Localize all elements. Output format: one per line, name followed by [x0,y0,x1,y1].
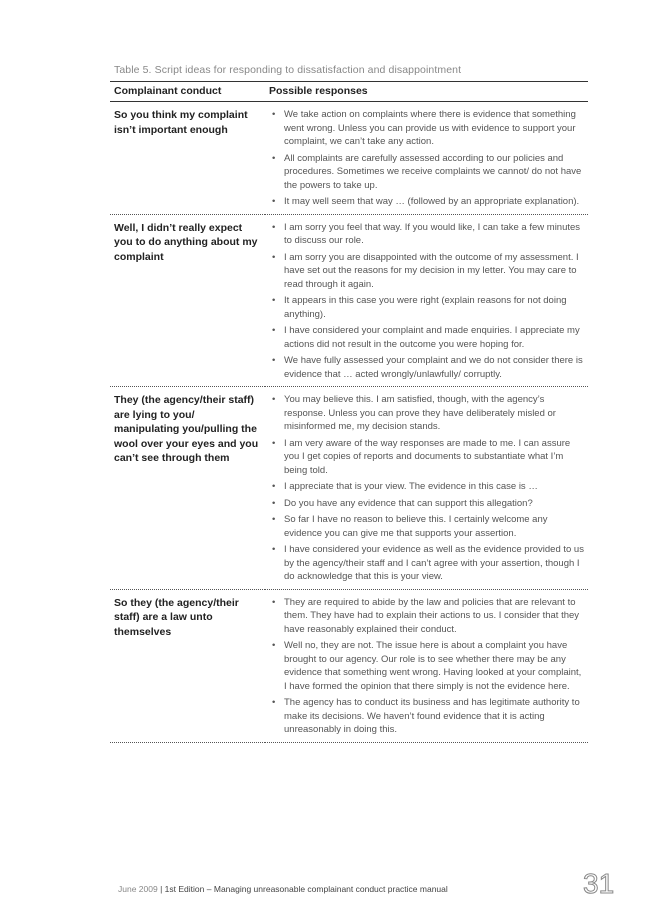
response-item [269,497,584,511]
response-item [269,596,584,637]
response-list [269,393,584,584]
bullet-icon: • [272,109,276,120]
response-item [269,513,584,540]
footer-title: Managing unreasonable complainant conduct practice manual [213,884,448,894]
bullet-icon: • [272,640,276,651]
response-text: I am very aware of the way responses are made to me. I can assure you I get copies of reports and documents to substantiate what I’m being told. [284,437,571,476]
bullet-icon: • [272,481,276,492]
script-table [110,81,588,743]
bullet-icon: • [272,497,276,509]
table-row [110,214,588,387]
response-item [269,108,584,149]
response-item [269,251,584,292]
response-item [269,324,584,351]
response-text: I have considered your complaint and made enquiries. I appreciate my actions did not result in the outcome you were hoping for. [284,325,580,350]
complainant-conduct-cell: They (the agency/their staff) are lying to you/ manipulating you/pulling the wool over your eyes and you can’t see through them [110,387,265,590]
response-item [269,696,584,737]
response-text: I am sorry you are disappointed with the outcome of my assessment. I have set out the reasons for my decision in my letter. You may care to read through it again. [284,251,579,290]
possible-responses-cell [265,102,588,215]
response-item [269,152,584,193]
response-list [269,221,584,382]
response-text: You may believe this. I am satisfied, though, with the agency’s response. Unless you can prove they have deliberately misled or misinformed me, my decision stands. [284,394,556,432]
bullet-icon: • [272,596,276,608]
table-caption-text: Script ideas for responding to dissatisfaction and disappointment [154,64,462,76]
bullet-icon: • [272,514,276,525]
footer-date: June 2009 [118,884,158,894]
bullet-icon: • [272,221,276,233]
page-footer [118,884,448,894]
bullet-icon: • [272,697,276,708]
response-text: I appreciate that is your view. The evidence in this case is … [284,481,538,492]
response-item [269,195,584,209]
bullet-icon: • [272,152,276,164]
response-item [269,294,584,321]
bullet-icon: • [272,325,276,336]
table-caption [114,64,588,76]
table-body [110,102,588,743]
response-text: It appears in this case you were right (explain reasons for not doing anything). [284,295,567,320]
possible-responses-cell [265,589,588,742]
footer-separator: | [160,884,163,894]
possible-responses-cell [265,214,588,387]
bullet-icon: • [272,355,276,366]
complainant-conduct-cell: Well, I didn’t really expect you to do anything about my complaint [110,214,265,387]
table-row [110,102,588,215]
page-number: 31 [583,868,615,899]
response-text: I am sorry you feel that way. If you would like, I can take a few minutes to discuss our role. [284,221,581,246]
response-text: We take action on complaints where there is evidence that something went wrong. Unless you can provide us with evidence to support your complaint, we can’t take any action. [284,109,576,147]
bullet-icon: • [272,251,276,263]
complainant-conduct-cell: So they (the agency/their staff) are a law unto themselves [110,589,265,742]
header-possible-responses: Possible responses [265,82,588,102]
response-text: I have considered your evidence as well as the evidence provided to us by the agency/their staff and I can’t agree with your assertion, though I do acknowledge that this is your view. [284,544,584,582]
bullet-icon: • [272,394,276,405]
response-text: So far I have no reason to believe this. I certainly welcome any evidence you can give me that supports your assertion. [284,514,548,539]
response-item [269,354,584,381]
footer-edition: 1st Edition [164,884,205,894]
table-row [110,589,588,742]
response-text: It may well seem that way … (followed by an appropriate explanation). [284,196,580,207]
bullet-icon: • [272,196,276,207]
document-page [110,64,588,743]
response-list [269,596,584,737]
response-list [269,108,584,209]
response-item [269,543,584,584]
table-header-row [110,82,588,102]
response-text: All complaints are carefully assessed according to our policies and procedures. Sometimes we receive complaints we cannot/ do not have the powers to take up. [284,152,582,191]
response-text: Do you have any evidence that can support this allegation? [284,497,533,509]
table-caption-label: Table 5. [114,64,152,76]
response-text: The agency has to conduct its business and has legitimate authority to make its decisions. We haven’t found evidence that it is acting unreasonably in doing this. [284,697,580,735]
complainant-conduct-cell: So you think my complaint isn’t important enough [110,102,265,215]
response-item [269,437,584,478]
footer-dash: – [206,884,212,894]
bullet-icon: • [272,437,276,449]
response-text: They are required to abide by the law and policies that are relevant to them. They have had to explain their actions to us. I consider that they have reasonably explained their conduct. [284,596,580,635]
response-item [269,639,584,693]
response-item [269,393,584,434]
response-text: Well no, they are not. The issue here is about a complaint you have brought to our agency. Our role is to see whether there may be any evidence that something went wrong. Having looked at your complaint, I have formed the opinion that there simply is not the evidence here. [284,640,582,692]
table-row [110,387,588,590]
response-item [269,480,584,494]
possible-responses-cell [265,387,588,590]
response-text: We have fully assessed your complaint and we do not consider there is evidence that … acted wrongly/unlawfully/ corruptly. [284,355,583,380]
header-complainant-conduct: Complainant conduct [110,82,265,102]
response-item [269,221,584,248]
bullet-icon: • [272,295,276,306]
bullet-icon: • [272,544,276,555]
